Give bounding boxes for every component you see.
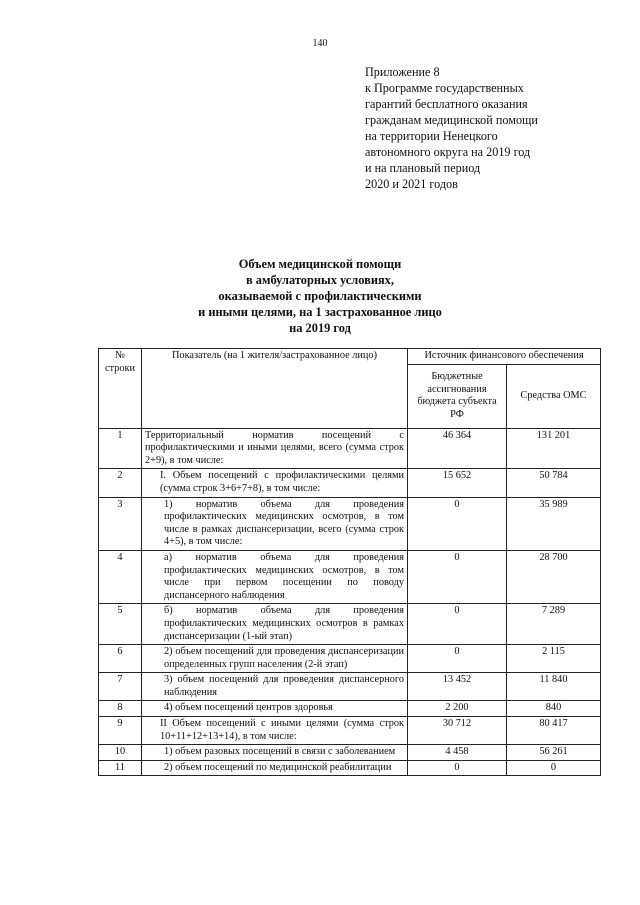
row-oms-value: 50 784 — [507, 469, 601, 497]
row-oms-value: 35 989 — [507, 497, 601, 550]
appendix-line: гарантий бесплатного оказания — [365, 97, 528, 111]
table-row — [99, 760, 601, 776]
row-budget-value: 0 — [408, 497, 507, 550]
appendix-line: 2020 и 2021 годов — [365, 177, 458, 191]
table-row — [99, 717, 601, 745]
appendix-line: и на плановый период — [365, 161, 481, 175]
table-row — [99, 701, 601, 717]
row-number: 8 — [99, 701, 142, 717]
row-budget-value: 0 — [408, 604, 507, 645]
header-row-number: № строки — [99, 349, 142, 429]
table-row — [99, 428, 601, 469]
row-number: 1 — [99, 428, 142, 469]
table-row — [99, 469, 601, 497]
row-indicator: 1) норматив объема для проведения профилактических медицинских осмотров, в том числе в рамках диспансеризации, всего (сумма строк 4+5), в том числе: — [142, 497, 408, 550]
table-row — [99, 673, 601, 701]
row-number: 5 — [99, 604, 142, 645]
row-indicator: б) норматив объема для проведения профилактических медицинских осмотров в рамках диспансеризации (1-ый этап) — [142, 604, 408, 645]
title-line: оказываемой с профилактическими — [218, 289, 422, 303]
header-budget: Бюджетные ассигнования бюджета субъекта РФ — [408, 364, 507, 428]
row-indicator: 3) объем посещений для проведения диспансерного наблюдения — [142, 673, 408, 701]
row-number: 4 — [99, 550, 142, 603]
row-indicator: 2) объем посещений для проведения диспансеризации определенных групп населения (2-й этап) — [142, 645, 408, 673]
row-budget-value: 15 652 — [408, 469, 507, 497]
row-budget-value: 2 200 — [408, 701, 507, 717]
table-row — [99, 550, 601, 603]
page-number: 140 — [312, 38, 328, 49]
row-oms-value: 56 261 — [507, 745, 601, 761]
row-oms-value: 2 115 — [507, 645, 601, 673]
row-number: 7 — [99, 673, 142, 701]
row-budget-value: 0 — [408, 760, 507, 776]
row-indicator: 2) объем посещений по медицинской реабилитации — [142, 760, 408, 776]
appendix-line: на территории Ненецкого — [365, 129, 498, 143]
title-line: и иными целями, на 1 застрахованное лицо — [198, 305, 442, 319]
row-oms-value: 840 — [507, 701, 601, 717]
table-row — [99, 745, 601, 761]
row-budget-value: 46 364 — [408, 428, 507, 469]
row-indicator: 4) объем посещений центров здоровья — [142, 701, 408, 717]
table-row — [99, 604, 601, 645]
table-row — [99, 645, 601, 673]
appendix-line: автономного округа на 2019 год — [365, 145, 531, 159]
row-budget-value: 13 452 — [408, 673, 507, 701]
header-funding-source: Источник финансового обеспечения — [408, 349, 601, 365]
row-oms-value: 80 417 — [507, 717, 601, 745]
row-indicator: Территориальный норматив посещений с профилактическими и иными целями, всего (сумма строк 2+9), в том числе: — [142, 428, 408, 469]
row-budget-value: 4 458 — [408, 745, 507, 761]
row-indicator: а) норматив объема для проведения профилактических медицинских осмотров, в том числе при первом посещении по поводу диспансерного наблюдения — [142, 550, 408, 603]
row-indicator: 1) объем разовых посещений в связи с заболеванием — [142, 745, 408, 761]
row-budget-value: 30 712 — [408, 717, 507, 745]
row-number: 3 — [99, 497, 142, 550]
row-indicator: II Объем посещений с иными целями (сумма строк 10+11+12+13+14), в том числе: — [142, 717, 408, 745]
appendix-line: гражданам медицинской помощи — [365, 113, 538, 127]
row-number: 2 — [99, 469, 142, 497]
row-budget-value: 0 — [408, 645, 507, 673]
row-oms-value: 0 — [507, 760, 601, 776]
header-oms: Средства ОМС — [507, 364, 601, 428]
table-row — [99, 497, 601, 550]
title-line: в амбулаторных условиях, — [246, 273, 394, 287]
row-oms-value: 131 201 — [507, 428, 601, 469]
row-indicator: I. Объем посещений с профилактическими целями (сумма строк 3+6+7+8), в том числе: — [142, 469, 408, 497]
medical-care-volume-table — [98, 348, 601, 776]
row-oms-value: 11 840 — [507, 673, 601, 701]
appendix-line: к Программе государственных — [365, 81, 524, 95]
row-number: 10 — [99, 745, 142, 761]
row-oms-value: 28 700 — [507, 550, 601, 603]
document-title — [0, 256, 640, 336]
row-budget-value: 0 — [408, 550, 507, 603]
row-number: 11 — [99, 760, 142, 776]
title-line: Объем медицинской помощи — [238, 257, 402, 271]
appendix-header — [365, 64, 615, 192]
header-indicator: Показатель (на 1 жителя/застрахованное лицо) — [142, 349, 408, 429]
row-number: 9 — [99, 717, 142, 745]
title-line: на 2019 год — [289, 321, 351, 335]
appendix-line: Приложение 8 — [365, 65, 440, 79]
row-oms-value: 7 289 — [507, 604, 601, 645]
row-number: 6 — [99, 645, 142, 673]
